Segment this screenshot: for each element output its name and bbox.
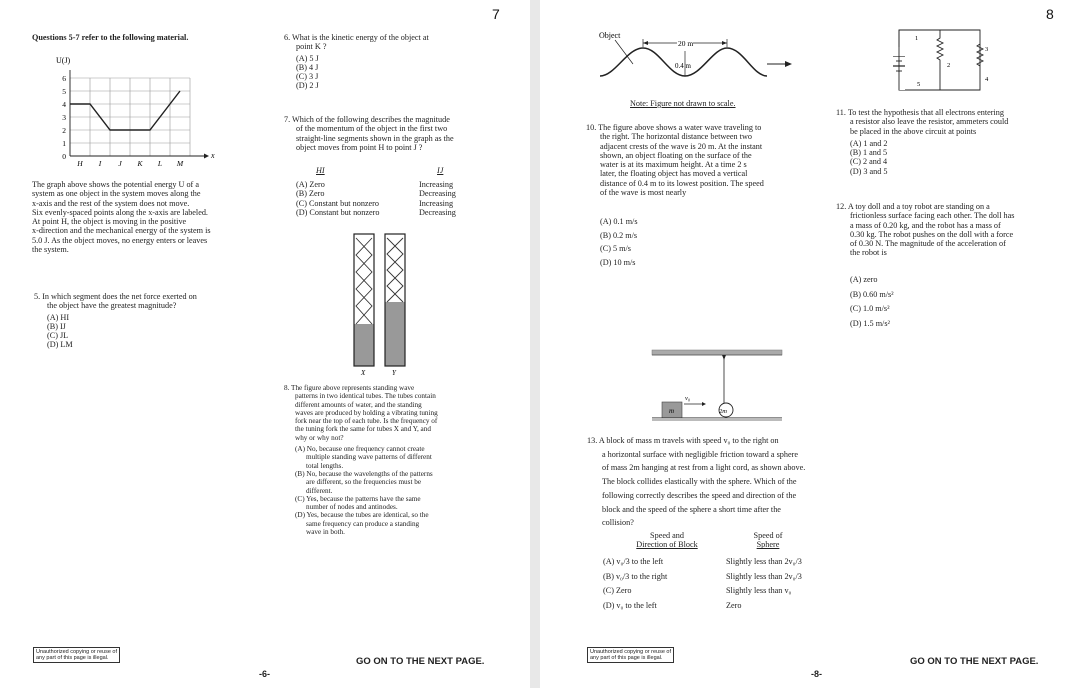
question-stem: the tuning fork the same for tubes X and Y, and <box>295 425 431 434</box>
answer-choice[interactable]: (B) 4 J <box>296 62 319 72</box>
q7-column-header: HI <box>316 166 325 175</box>
passage-line: Six evenly-spaced points along the x-axis are labeled. <box>32 207 208 217</box>
wave-height-label: 0.4 m <box>675 62 691 70</box>
answer-choice-cont: different. <box>306 486 333 495</box>
question-stem: a horizontal surface with negligible friction toward a sphere <box>602 449 798 459</box>
question-stem: of 0.30 N. The magnitude of the acceleration of <box>850 239 1006 249</box>
question-stem: be placed in the above circuit at points <box>850 126 977 136</box>
passage-line: x-direction and the mechanical energy of the system is <box>32 226 211 236</box>
answer-choice[interactable]: (D) 3 and 5 <box>850 166 888 176</box>
question-stem: different amounts of water, and the standing <box>295 400 422 409</box>
answer-choice-cont: are different, so the frequencies must be <box>306 478 422 487</box>
xpoint-label: I <box>98 159 102 168</box>
question-stem: of mass 2m hanging at rest from a light cord, as shown above. <box>602 463 806 473</box>
question-stem: of the wave is most nearly <box>600 188 687 198</box>
question-stem: 7. Which of the following describes the magnitude <box>284 115 450 124</box>
answer-choice[interactable]: (C) 1.0 m/s² <box>850 304 890 313</box>
answer-choice[interactable]: (C) 5 m/s <box>600 244 631 253</box>
question-stem: following correctly describes the speed and direction of the <box>602 490 797 500</box>
question-stem: patterns in two identical tubes. The tubes contain <box>295 392 436 401</box>
wave-distance-label: 20 m <box>678 39 694 48</box>
answer-value: Slightly less than 2v₀/3 <box>726 571 802 581</box>
intro-heading: Questions 5-7 refer to the following material. <box>32 33 189 42</box>
q13-choices <box>603 555 667 614</box>
question-stem: waves are produced by holding a vibrating tuning <box>295 408 438 417</box>
ytick: 0 <box>62 152 66 161</box>
answer-choice[interactable]: (C) 2 and 4 <box>850 157 888 167</box>
question-stem: 10. The figure above shows a water wave traveling to <box>586 123 762 132</box>
answer-value: Slightly less than v₀ <box>726 586 792 596</box>
sphere-label: 2m <box>719 408 727 415</box>
circuit-point-label: 4 <box>985 76 989 83</box>
tubes-figure <box>345 232 415 377</box>
answer-choice[interactable]: (B) 1 and 5 <box>850 148 888 158</box>
question-stem: the object have the greatest magnitude? <box>47 301 177 311</box>
page-gutter <box>530 0 540 688</box>
question-stem: why or why not? <box>295 433 344 442</box>
answer-choice[interactable]: (A) 5 J <box>296 53 319 63</box>
q7-choices <box>296 180 379 217</box>
go-on-notice: GO ON TO THE NEXT PAGE. <box>910 656 1039 667</box>
question-stem: 8. The figure above represents standing wave <box>284 384 415 392</box>
question-8 <box>284 384 438 536</box>
answer-choice[interactable]: (B) 0.60 m/s² <box>850 289 894 299</box>
go-on-notice: GO ON TO THE NEXT PAGE. <box>356 656 485 667</box>
footer-page-number: -6- <box>259 669 270 679</box>
passage-line: x-axis and the rest of the system does not move. <box>32 198 190 208</box>
left-page <box>0 0 530 688</box>
question-stem: a mass of 0.20 kg, and the robot has a mass of <box>850 220 1001 230</box>
question-stem: adjacent crests of the wave is 20 m. At the instant <box>600 141 763 151</box>
block-label: m <box>669 407 675 415</box>
tube-label-x: X <box>361 369 366 377</box>
xpoint-label: L <box>157 159 163 168</box>
question-stem: a resistor also leave the resistor, ammeters could <box>850 117 1009 127</box>
question-11 <box>836 108 1008 176</box>
question-stem: block and the speed of the sphere a short time after the <box>602 504 781 514</box>
answer-choice-cont: multiple standing wave patterns of different <box>306 453 432 462</box>
copyright-warning <box>587 647 674 663</box>
question-6 <box>284 33 429 91</box>
question-stem: fork near the top of each tube. Is the frequency of <box>295 417 438 426</box>
question-stem: straight-line segments shown in the graph as the <box>296 133 454 143</box>
question-stem: object moves from point H to point J ? <box>296 142 423 152</box>
answer-value: Decreasing <box>419 189 456 199</box>
answer-choice[interactable]: (A) zero <box>850 275 878 284</box>
answer-choice[interactable]: (C) 3 J <box>296 72 319 82</box>
copyright-warning <box>33 647 120 663</box>
question-5 <box>34 292 197 350</box>
question-13 <box>587 434 805 530</box>
potential-energy-graph <box>30 52 220 172</box>
passage-line: the system. <box>32 245 69 255</box>
q13-choices-col2 <box>726 555 802 614</box>
ytick: 6 <box>62 74 66 83</box>
question-stem: collision? <box>602 518 634 528</box>
ytick: 3 <box>62 113 66 122</box>
answer-choice[interactable]: (B) No, because the wavelengths of the patterns <box>295 469 433 478</box>
answer-choice[interactable]: (D) 2 J <box>296 81 319 91</box>
answer-choice[interactable]: (C) Yes, because the patterns have the same <box>295 494 421 503</box>
answer-value: Zero <box>726 601 742 611</box>
wave-object-label: Object <box>599 31 621 40</box>
question-stem: 11. To test the hypothesis that all electrons entering <box>836 108 1004 117</box>
question-stem: 5. In which segment does the net force exerted on <box>34 292 197 301</box>
question-12 <box>836 202 1014 258</box>
question-stem: The block collides elastically with the sphere. Which of the <box>602 477 797 487</box>
q13-column-header-2 <box>738 531 798 550</box>
page-number: 8 <box>1046 6 1054 22</box>
answer-choice[interactable]: (A) 1 and 2 <box>850 138 888 148</box>
warning-line: any part of this page is illegal. <box>590 655 663 661</box>
question-stem: the robot is <box>850 248 887 258</box>
question-stem: shown, an object floating on the surface of the <box>600 150 752 160</box>
answer-choice[interactable]: (D) Yes, because the tubes are identical, so the <box>295 511 429 520</box>
answer-choice[interactable]: (C) Constant but nonzero <box>296 198 379 208</box>
xpoint-label: M <box>176 159 184 168</box>
question-stem: 13. A block of mass m travels with speed v₀ to the right on <box>587 436 779 445</box>
answer-choice-cont: wave in both. <box>306 528 345 537</box>
question-stem: 12. A toy doll and a toy robot are standing on a <box>836 202 990 211</box>
circuit-diagram <box>885 20 1005 100</box>
figure-note: Note: Figure not drawn to scale. <box>630 99 736 108</box>
question-stem: 6. What is the kinetic energy of the object at <box>284 33 429 42</box>
answer-choice-cont: number of nodes and antinodes. <box>306 503 398 512</box>
circuit-point-label: 3 <box>985 46 989 53</box>
answer-choice[interactable]: (D) LM <box>47 340 73 350</box>
passage-line: system as one object in the system moves along the <box>32 189 201 199</box>
question-stem: frictionless surface facing each other. The doll has <box>850 211 1015 221</box>
column-header-line: Speed of <box>753 531 783 540</box>
answer-choice[interactable]: (B) Zero <box>296 189 325 199</box>
answer-choice[interactable]: (A) No, because one frequency cannot create <box>295 445 425 454</box>
xpoint-label: J <box>118 159 122 168</box>
passage-line: The graph above shows the potential energy U of a <box>32 180 199 189</box>
question-stem: point K ? <box>296 42 327 52</box>
answer-value: Slightly less than 2v₀/3 <box>726 557 802 566</box>
column-header-line: Speed and <box>650 531 684 540</box>
answer-choice[interactable]: (B) 0.2 m/s <box>600 230 638 240</box>
xpoint-label: H <box>77 159 83 168</box>
question-stem: water is at its maximum height. At a time 2 s <box>600 160 747 170</box>
answer-choice-cont: same frequency can produce a standing <box>306 519 420 528</box>
answer-value: Increasing <box>419 180 454 189</box>
question-stem: 0.30 kg. The robot pushes on the doll with a force <box>850 229 1014 239</box>
circuit-point-label: 1 <box>915 35 919 42</box>
circuit-point-label: 2 <box>947 62 951 69</box>
q10-choices <box>600 215 638 269</box>
answer-choice[interactable]: (A) HI <box>47 312 70 322</box>
column-header-line: Direction of Block <box>636 540 698 550</box>
graph-ylabel: U(J) <box>56 56 71 65</box>
q12-choices <box>850 273 894 331</box>
speed-label: v₀ <box>685 395 691 402</box>
column-header-line: Sphere <box>756 540 780 550</box>
passage-line: 5.0 J. As the object moves, no energy enters or leaves <box>32 235 208 245</box>
answer-choice[interactable]: (D) Constant but nonzero <box>296 207 380 217</box>
wave-pattern-x <box>356 238 372 324</box>
right-page <box>540 0 1080 688</box>
answer-value: Decreasing <box>419 207 456 217</box>
tube-label-y: Y <box>392 369 396 377</box>
warning-line: Unauthorized copying or reuse of <box>590 649 672 655</box>
ytick: 2 <box>62 126 66 135</box>
q7-column-header: IJ <box>437 166 444 175</box>
passage <box>32 180 211 254</box>
answer-value: Increasing <box>419 198 454 208</box>
ytick: 5 <box>62 87 66 96</box>
warning-line: Unauthorized copying or reuse of <box>36 649 118 655</box>
answer-choice[interactable]: (D) v₀ to the left <box>603 601 657 611</box>
q7-choices-col2 <box>419 180 456 217</box>
question-10 <box>586 123 764 197</box>
answer-choice[interactable]: (A) 0.1 m/s <box>600 217 638 226</box>
answer-choice[interactable]: (D) 10 m/s <box>600 257 636 267</box>
answer-choice[interactable]: (C) Zero <box>603 586 632 596</box>
energy-curve <box>70 91 180 130</box>
answer-choice[interactable]: (B) v₀/3 to the right <box>603 571 668 581</box>
answer-choice-cont: total lengths. <box>306 461 344 470</box>
collision-figure <box>650 348 785 426</box>
ytick: 1 <box>62 139 66 148</box>
question-7 <box>284 115 454 152</box>
page-number: 7 <box>492 6 500 22</box>
answer-choice[interactable]: (D) 1.5 m/s² <box>850 318 890 328</box>
answer-choice[interactable]: (A) v₀/3 to the left <box>603 557 664 566</box>
ytick: 4 <box>62 100 66 109</box>
answer-choice[interactable]: (B) IJ <box>47 321 66 331</box>
answer-choice[interactable]: (A) Zero <box>296 180 325 189</box>
question-stem: later, the floating object has moved a vertical <box>600 169 748 179</box>
wave-pattern-y <box>387 238 403 302</box>
footer-page-number: -8- <box>811 669 822 679</box>
circuit-point-label: 5 <box>917 81 921 88</box>
xpoint-label: K <box>137 159 143 168</box>
q13-column-header-1 <box>622 531 712 550</box>
water-wave-figure <box>595 28 795 98</box>
answer-choice[interactable]: (C) JL <box>47 331 69 341</box>
graph-xaxis-label: x <box>211 151 215 160</box>
question-stem: of the momentum of the object in the first two <box>296 124 448 134</box>
question-stem: distance of 0.4 m to its lowest position. The speed <box>600 178 764 188</box>
passage-line: At point H, the object is moving in the positive <box>32 217 187 227</box>
question-stem: the right. The horizontal distance between two <box>600 132 752 142</box>
warning-line: any part of this page is illegal. <box>36 655 109 661</box>
